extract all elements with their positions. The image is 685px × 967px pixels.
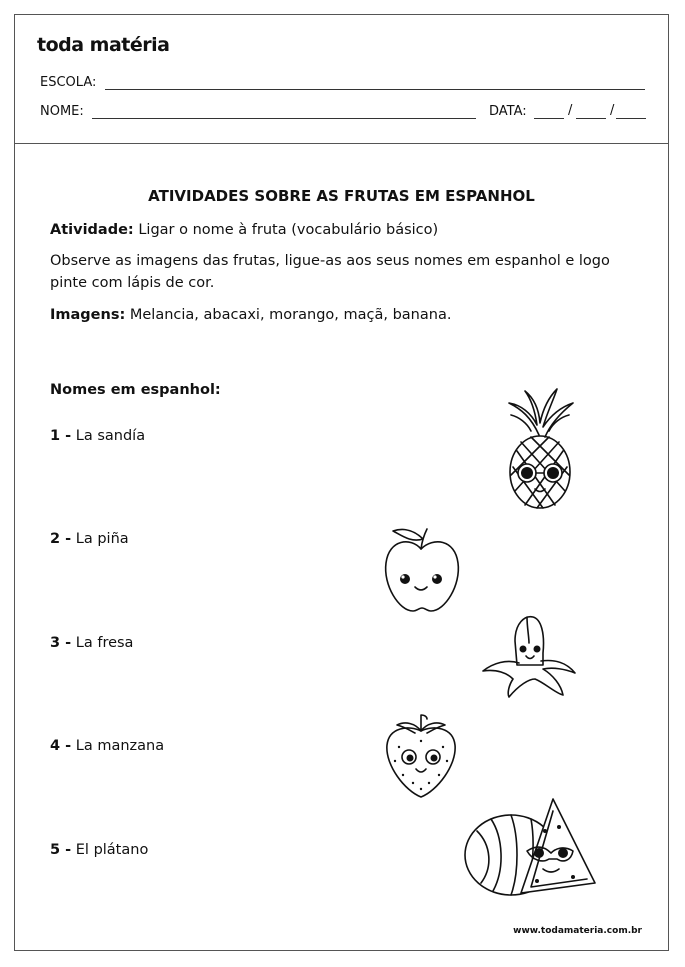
activity-text: Ligar o nome à fruta (vocabulário básico) [138,222,439,238]
date-month-field[interactable] [576,118,606,119]
images-text: Melancia, abacaxi, morango, maçã, banana. [129,307,452,323]
banana-image [479,613,579,699]
brand-logo: toda matéria [37,34,170,56]
worksheet [14,14,669,951]
date-separator: / [610,103,615,118]
pineapple-image [491,387,587,512]
images-label: Imagens: [50,307,126,323]
item-number: 2 - [50,531,72,547]
school-field[interactable] [105,89,645,90]
item-number: 1 - [50,428,72,444]
item-name: La sandía [75,428,146,444]
list-item [50,635,133,651]
apple-image [381,523,463,615]
names-heading: Nomes em espanhol: [50,382,221,398]
list-item [50,428,145,444]
list-item [50,738,164,754]
activity-label: Atividade: [50,222,134,238]
item-name: El plátano [75,842,149,858]
name-label: NOME: [40,104,84,119]
item-number: 3 - [50,635,72,651]
date-label: DATA: [489,104,527,119]
date-day-field[interactable] [534,118,564,119]
list-item [50,842,148,858]
page-title: ATIVIDADES SOBRE AS FRUTAS EM ESPANHOL [148,187,535,205]
item-name: La fresa [75,635,134,651]
item-name: La manzana [75,738,165,754]
activity-line [50,219,640,241]
item-name: La piña [75,531,129,547]
school-label: ESCOLA: [40,75,97,90]
list-item [50,531,129,547]
date-year-field[interactable] [616,118,646,119]
item-number: 4 - [50,738,72,754]
strawberry-image [381,709,463,801]
name-field[interactable] [92,118,476,119]
images-line [50,304,640,326]
footer-url[interactable]: www.todamateria.com.br [513,926,642,936]
header-divider [15,143,668,144]
date-separator: / [568,103,573,118]
watermelon-image [463,797,597,901]
instructions: Observe as imagens das frutas, ligue-as aos seus nomes em espanhol e logo pinte com lápis de cor. [50,253,610,291]
item-number: 5 - [50,842,72,858]
